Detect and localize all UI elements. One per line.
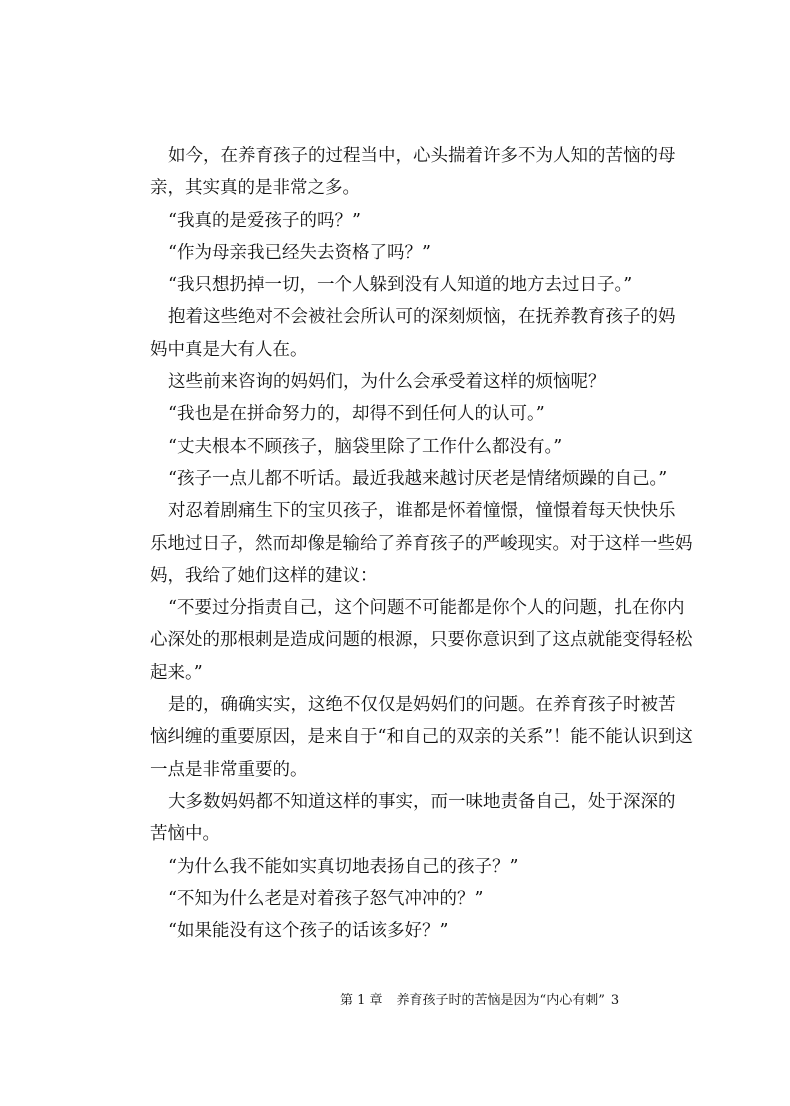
text-line: 大多数妈妈都不知道这样的事实，而一味地责备自己，处于深深的 — [168, 791, 676, 812]
page-footer — [340, 990, 650, 1012]
text-line: “为什么我不能如实真切地表扬自己的孩子？” — [168, 856, 519, 877]
text-line: “我只想扔掉一切，一个人躲到没有人知道的地方去过日子。” — [168, 275, 633, 296]
text-line: 对忍着剧痛生下的宝贝孩子，谁都是怀着憧憬，憧憬着每天快快乐 — [168, 501, 676, 522]
text-line: 这些前来咨询的妈妈们，为什么会承受着这样的烦恼呢？ — [168, 372, 606, 393]
text-line: “不要过分指责自己，这个问题不可能都是你个人的问题，扎在你内 — [168, 598, 685, 619]
text-line: 心深处的那根刺是造成问题的根源，只要你意识到了这点就能变得轻松 — [150, 630, 693, 651]
text-line: “如果能没有这个孩子的话该多好？” — [168, 921, 449, 942]
text-line: 乐地过日子，然而却像是输给了养育孩子的严峻现实。对于这样一些妈 — [150, 533, 693, 554]
page-number: 3 — [610, 993, 620, 1008]
text-line: “作为母亲我已经失去资格了吗？” — [168, 242, 431, 263]
text-line: “丈夫根本不顾孩子，脑袋里除了工作什么都没有。” — [168, 436, 563, 457]
text-line: “不知为什么老是对着孩子怒气冲冲的？” — [168, 888, 484, 909]
body-text — [150, 140, 693, 947]
text-line: 苦恼中。 — [150, 824, 220, 845]
chapter-label: 第 1 章 — [340, 993, 383, 1008]
text-line: 如今，在养育孩子的过程当中，心头揣着许多不为人知的苦恼的母 — [168, 146, 676, 166]
text-line: 抱着这些绝对不会被社会所认可的深刻烦恼，在抚养教育孩子的妈 — [168, 307, 676, 328]
text-line: “我也是在拼命努力的，却得不到任何人的认可。” — [168, 404, 545, 425]
text-line: 恼纠缠的重要原因，是来自于“和自己的双亲的关系”！能不能认识到这 — [150, 727, 693, 748]
text-line: “孩子一点儿都不听话。最近我越来越讨厌老是情绪烦躁的自己。” — [168, 468, 668, 489]
chapter-title: 养育孩子时的苦恼是因为“内心有刺” — [396, 993, 605, 1008]
text-line: 一点是非常重要的。 — [150, 759, 308, 780]
text-line: 亲，其实真的是非常之多。 — [150, 178, 360, 199]
text-line: 妈中真是大有人在。 — [150, 339, 308, 360]
text-line: 是的，确确实实，这绝不仅仅是妈妈们的问题。在养育孩子时被苦 — [168, 695, 676, 716]
text-line: “我真的是爱孩子的吗？” — [168, 210, 361, 231]
text-line: 起来。” — [150, 662, 203, 683]
text-line: 妈，我给了她们这样的建议： — [150, 565, 378, 586]
